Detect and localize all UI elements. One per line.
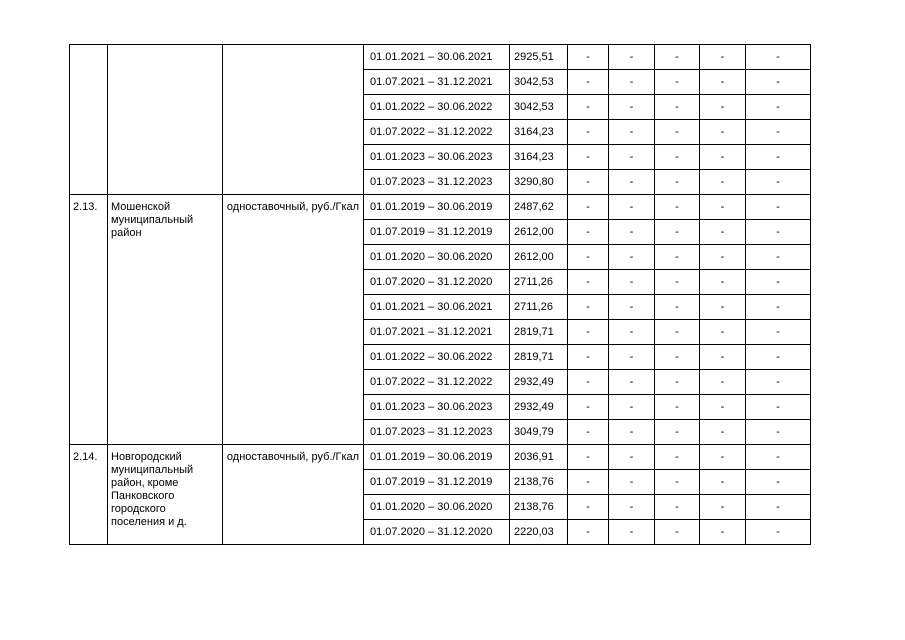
empty-value-cell: - xyxy=(700,220,746,245)
empty-value-cell: - xyxy=(746,95,811,120)
tariff-value-cell: 3164,23 xyxy=(510,120,568,145)
tariff-value-cell: 2487,62 xyxy=(510,195,568,220)
empty-value-cell: - xyxy=(655,370,700,395)
empty-value-cell: - xyxy=(609,420,655,445)
period-cell: 01.07.2023 – 31.12.2023 xyxy=(364,170,510,195)
empty-value-cell: - xyxy=(655,470,700,495)
empty-value-cell: - xyxy=(700,170,746,195)
empty-value-cell: - xyxy=(568,195,609,220)
empty-value-cell: - xyxy=(746,370,811,395)
tariff-value-cell: 2819,71 xyxy=(510,345,568,370)
tariff-value-cell: 2138,76 xyxy=(510,495,568,520)
empty-value-cell: - xyxy=(609,270,655,295)
empty-value-cell: - xyxy=(655,395,700,420)
empty-value-cell: - xyxy=(568,420,609,445)
empty-value-cell: - xyxy=(568,445,609,470)
empty-value-cell: - xyxy=(700,70,746,95)
period-cell: 01.01.2020 – 30.06.2020 xyxy=(364,245,510,270)
empty-value-cell: - xyxy=(746,195,811,220)
empty-value-cell: - xyxy=(568,170,609,195)
empty-value-cell: - xyxy=(746,245,811,270)
tariff-value-cell: 3049,79 xyxy=(510,420,568,445)
empty-value-cell: - xyxy=(746,395,811,420)
empty-value-cell: - xyxy=(609,45,655,70)
tariff-value-cell: 2036,91 xyxy=(510,445,568,470)
empty-value-cell: - xyxy=(746,520,811,545)
tariff-type-cell xyxy=(223,45,364,195)
empty-value-cell: - xyxy=(568,320,609,345)
empty-value-cell: - xyxy=(700,295,746,320)
empty-value-cell: - xyxy=(746,145,811,170)
empty-value-cell: - xyxy=(746,320,811,345)
empty-value-cell: - xyxy=(700,320,746,345)
period-cell: 01.01.2019 – 30.06.2019 xyxy=(364,445,510,470)
empty-value-cell: - xyxy=(609,120,655,145)
tariff-value-cell: 2612,00 xyxy=(510,220,568,245)
empty-value-cell: - xyxy=(609,320,655,345)
empty-value-cell: - xyxy=(655,345,700,370)
tariff-value-cell: 3164,23 xyxy=(510,145,568,170)
empty-value-cell: - xyxy=(700,195,746,220)
empty-value-cell: - xyxy=(568,270,609,295)
empty-value-cell: - xyxy=(746,170,811,195)
empty-value-cell: - xyxy=(700,45,746,70)
empty-value-cell: - xyxy=(609,370,655,395)
empty-value-cell: - xyxy=(655,195,700,220)
empty-value-cell: - xyxy=(609,345,655,370)
empty-value-cell: - xyxy=(568,95,609,120)
period-cell: 01.01.2020 – 30.06.2020 xyxy=(364,495,510,520)
empty-value-cell: - xyxy=(746,445,811,470)
empty-value-cell: - xyxy=(568,495,609,520)
period-cell: 01.07.2019 – 31.12.2019 xyxy=(364,470,510,495)
empty-value-cell: - xyxy=(655,320,700,345)
empty-value-cell: - xyxy=(609,145,655,170)
empty-value-cell: - xyxy=(746,45,811,70)
table-row xyxy=(70,45,811,70)
empty-value-cell: - xyxy=(655,270,700,295)
period-cell: 01.01.2023 – 30.06.2023 xyxy=(364,395,510,420)
empty-value-cell: - xyxy=(700,345,746,370)
empty-value-cell: - xyxy=(655,95,700,120)
empty-value-cell: - xyxy=(609,520,655,545)
territory-name-cell xyxy=(108,45,223,195)
period-cell: 01.07.2022 – 31.12.2022 xyxy=(364,120,510,145)
empty-value-cell: - xyxy=(746,270,811,295)
empty-value-cell: - xyxy=(746,220,811,245)
empty-value-cell: - xyxy=(700,270,746,295)
empty-value-cell: - xyxy=(700,95,746,120)
territory-name-cell: Новгородский муниципальный район, кроме Панковского городского поселения и д. xyxy=(108,445,223,545)
tariff-value-cell: 3042,53 xyxy=(510,95,568,120)
empty-value-cell: - xyxy=(655,170,700,195)
period-cell: 01.07.2021 – 31.12.2021 xyxy=(364,320,510,345)
empty-value-cell: - xyxy=(609,70,655,95)
empty-value-cell: - xyxy=(746,495,811,520)
empty-value-cell: - xyxy=(609,445,655,470)
tariff-type-cell: одноставочный, руб./Гкал xyxy=(223,195,364,445)
tariff-table-body xyxy=(70,45,811,545)
empty-value-cell: - xyxy=(568,370,609,395)
empty-value-cell: - xyxy=(655,495,700,520)
empty-value-cell: - xyxy=(568,520,609,545)
empty-value-cell: - xyxy=(746,345,811,370)
item-number-cell xyxy=(70,45,108,195)
empty-value-cell: - xyxy=(746,470,811,495)
empty-value-cell: - xyxy=(568,295,609,320)
empty-value-cell: - xyxy=(700,420,746,445)
empty-value-cell: - xyxy=(655,445,700,470)
empty-value-cell: - xyxy=(568,70,609,95)
period-cell: 01.07.2020 – 31.12.2020 xyxy=(364,520,510,545)
period-cell: 01.01.2022 – 30.06.2022 xyxy=(364,95,510,120)
empty-value-cell: - xyxy=(568,145,609,170)
empty-value-cell: - xyxy=(700,470,746,495)
period-cell: 01.07.2022 – 31.12.2022 xyxy=(364,370,510,395)
period-cell: 01.01.2021 – 30.06.2021 xyxy=(364,45,510,70)
empty-value-cell: - xyxy=(655,145,700,170)
territory-name-cell: Мошенской муниципальный район xyxy=(108,195,223,445)
tariff-value-cell: 2138,76 xyxy=(510,470,568,495)
empty-value-cell: - xyxy=(655,420,700,445)
tariff-type-cell: одноставочный, руб./Гкал xyxy=(223,445,364,545)
empty-value-cell: - xyxy=(746,70,811,95)
tariff-value-cell: 2711,26 xyxy=(510,295,568,320)
empty-value-cell: - xyxy=(746,295,811,320)
empty-value-cell: - xyxy=(655,520,700,545)
tariff-value-cell: 2932,49 xyxy=(510,370,568,395)
empty-value-cell: - xyxy=(568,395,609,420)
tariff-value-cell: 2932,49 xyxy=(510,395,568,420)
empty-value-cell: - xyxy=(609,195,655,220)
empty-value-cell: - xyxy=(568,345,609,370)
empty-value-cell: - xyxy=(655,45,700,70)
empty-value-cell: - xyxy=(568,470,609,495)
tariff-value-cell: 2819,71 xyxy=(510,320,568,345)
empty-value-cell: - xyxy=(609,95,655,120)
tariff-value-cell: 3290,80 xyxy=(510,170,568,195)
empty-value-cell: - xyxy=(746,420,811,445)
period-cell: 01.01.2023 – 30.06.2023 xyxy=(364,145,510,170)
item-number-cell: 2.14. xyxy=(70,445,108,545)
period-cell: 01.07.2021 – 31.12.2021 xyxy=(364,70,510,95)
tariff-value-cell: 2711,26 xyxy=(510,270,568,295)
empty-value-cell: - xyxy=(700,245,746,270)
empty-value-cell: - xyxy=(655,220,700,245)
empty-value-cell: - xyxy=(609,170,655,195)
empty-value-cell: - xyxy=(655,245,700,270)
empty-value-cell: - xyxy=(568,120,609,145)
empty-value-cell: - xyxy=(568,45,609,70)
empty-value-cell: - xyxy=(700,145,746,170)
empty-value-cell: - xyxy=(700,445,746,470)
empty-value-cell: - xyxy=(655,70,700,95)
period-cell: 01.07.2019 – 31.12.2019 xyxy=(364,220,510,245)
tariff-value-cell: 2925,51 xyxy=(510,45,568,70)
tariff-value-cell: 2612,00 xyxy=(510,245,568,270)
empty-value-cell: - xyxy=(655,295,700,320)
empty-value-cell: - xyxy=(700,370,746,395)
period-cell: 01.01.2021 – 30.06.2021 xyxy=(364,295,510,320)
tariff-value-cell: 3042,53 xyxy=(510,70,568,95)
table-row xyxy=(70,445,811,470)
empty-value-cell: - xyxy=(609,245,655,270)
empty-value-cell: - xyxy=(609,220,655,245)
empty-value-cell: - xyxy=(700,395,746,420)
empty-value-cell: - xyxy=(700,520,746,545)
empty-value-cell: - xyxy=(609,295,655,320)
empty-value-cell: - xyxy=(568,220,609,245)
period-cell: 01.07.2023 – 31.12.2023 xyxy=(364,420,510,445)
period-cell: 01.07.2020 – 31.12.2020 xyxy=(364,270,510,295)
empty-value-cell: - xyxy=(609,495,655,520)
empty-value-cell: - xyxy=(609,395,655,420)
empty-value-cell: - xyxy=(655,120,700,145)
tariff-value-cell: 2220,03 xyxy=(510,520,568,545)
empty-value-cell: - xyxy=(700,120,746,145)
empty-value-cell: - xyxy=(700,495,746,520)
empty-value-cell: - xyxy=(609,470,655,495)
empty-value-cell: - xyxy=(746,120,811,145)
table-row xyxy=(70,195,811,220)
tariff-table xyxy=(69,44,811,545)
empty-value-cell: - xyxy=(568,245,609,270)
period-cell: 01.01.2022 – 30.06.2022 xyxy=(364,345,510,370)
item-number-cell: 2.13. xyxy=(70,195,108,445)
period-cell: 01.01.2019 – 30.06.2019 xyxy=(364,195,510,220)
